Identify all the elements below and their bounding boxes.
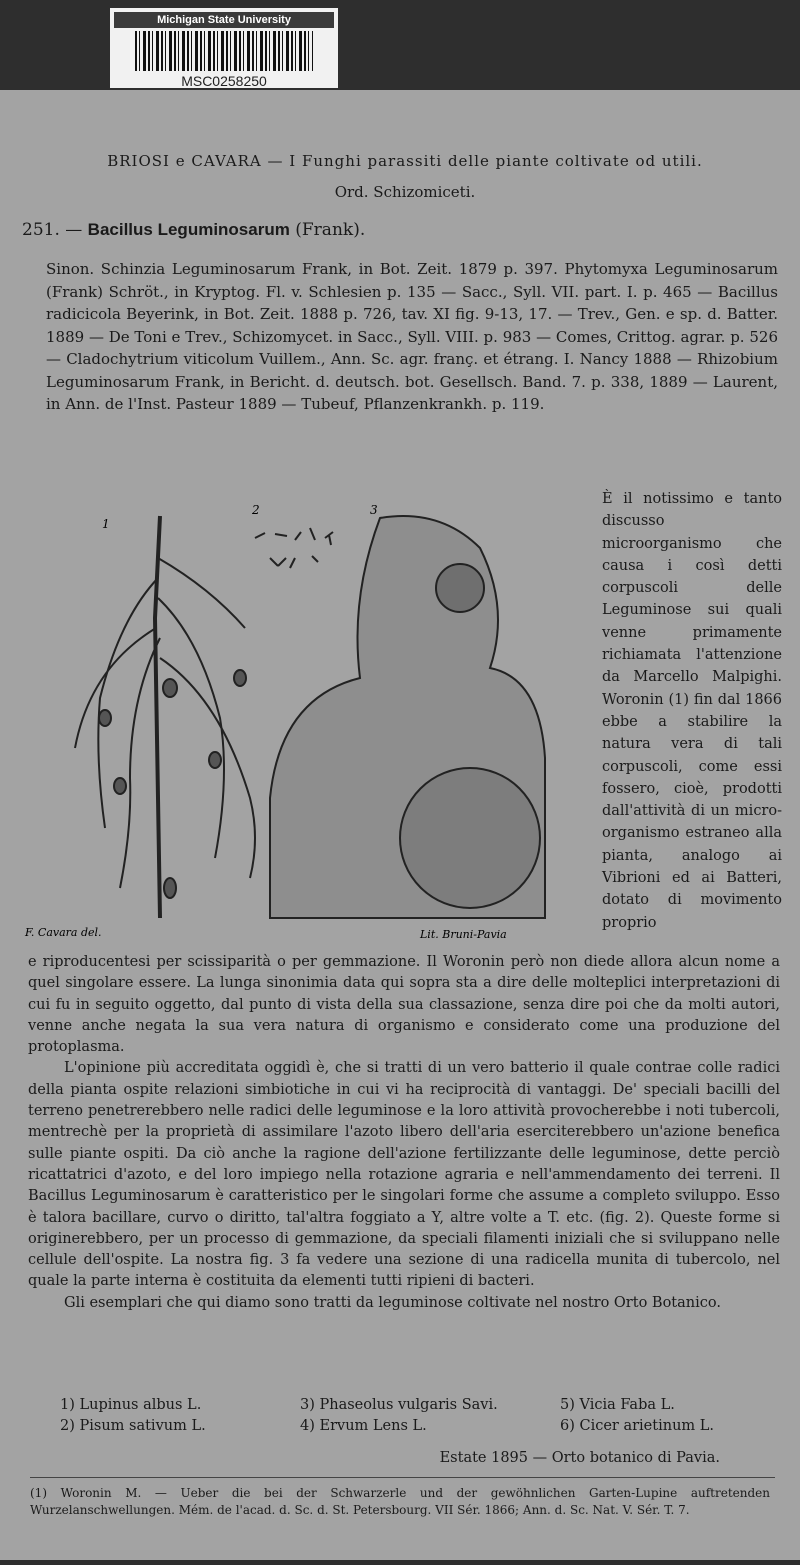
side-paragraph: È il notissimo e tanto discusso microorganismo che causa i così detti corpuscoli delle Leguminose sui quali venne primamente richiamata l'attenzione da Marcello Malpighi. Woronin (1) fin dal 1866 ebbe a stabilire la natura vera di tali corpuscoli, come essi fossero, cioè, prodotti dall'attività di un micro-organismo estraneo alla pianta, analogo ai Vibrioni ed ai Batteri, dotato di movimento proprio	[602, 491, 782, 931]
institution-name: Michigan State University	[114, 12, 334, 28]
order-line: Ord. Schizomiceti.	[334, 183, 476, 201]
list-item: 3) Phaseolus vulgaris Savi.	[300, 1397, 498, 1413]
synonymy-paragraph: Sinon. Schinzia Leguminosarum Frank, in Bot. Zeit. 1879 p. 397. Phytomyxa Leguminosarum (Frank) Schröt., in Kryptog. Fl. v. Schlesien p. 135 — Sacc., Syll. VII. part. I. p. 465 — Bacillus radicicola Beyerink, in Bot. Zeit. 1888 p. 726, tav. XI fig. 9-13, 17. — Trev., Gen. e sp. d. Batter. 1889 — De Toni e Trev., Schizomycet. in Sacc., Syll. VIII. p. 983 — Comes, Crittog. agrar. p. 526 — Cladochytrium viticolum Vuillem., Ann. Sc. agr. franç. et étrang. I. Nancy 1888 — Rhizobium Leguminosarum Frank, in Bericht. d. deutsch. bot. Gesellsch. Band. 7. p. 338, 1889 — Laurent, in Ann. de l'Inst. Pasteur 1889 — Tubeuf, Pflanzenkrankh. p. 119.	[46, 260, 778, 413]
barcode	[135, 31, 313, 71]
specimen-code: MSC0258250	[181, 73, 267, 89]
list-item: 1) Lupinus albus L.	[60, 1397, 202, 1413]
main-text	[28, 952, 780, 1314]
divider	[30, 1477, 775, 1478]
bacteria-drawing	[255, 528, 333, 568]
footnote: (1) Woronin M. — Ueber die bei der Schwarzerle und der gewöhnlichen Garten-Lupine auftretenden Wurzelanschwellungen. Mém. de l'acad. d. Sc. d. St. Petersbourg. VII Sér. 1866; Ann. d. Sc. Nat. V. Sér. T. 7.	[30, 1486, 770, 1517]
plate-figure	[20, 498, 600, 942]
list-item: 2) Pisum sativum L.	[60, 1418, 206, 1434]
fig-number-1: 1	[102, 517, 110, 531]
list-item: 6) Cicer arietinum L.	[560, 1418, 714, 1434]
species-name: Bacillus Leguminosarum	[87, 220, 290, 239]
specimen-label	[110, 8, 338, 88]
root-drawing	[75, 516, 255, 918]
paragraph: e riproducentesi per scissiparità o per gemmazione. Il Woronin però non diede allora alcun nome a quel singolare essere. La lunga sinonimia data qui sopra sta a dire delle molteplici interpretazioni di cui fu in seguito oggetto, dal punto di vista della sua classazione, senza dire poi che da molti autori, venne anche negata la sua vera natura di organismo e considerato come una produzione del protoplasma.	[28, 954, 780, 1056]
species-author: (Frank).	[295, 220, 366, 240]
paragraph: L'opinione più accreditata oggidì è, che si tratti di un vero batterio il quale contrae colle radici della pianta ospite relazioni simbiotiche in cui vi ha reciprocità di vantaggi. De' speciali bacilli del terreno penetrerebbero nelle radici delle leguminose e la loro attività provocherebbe i noti tubercoli, mentrechè per la proprietà di assimilare l'azoto libero dell'aria eserciterebbero un'azione benefica sulle piante ospiti. Da ciò anche la ragione dell'azione fertilizzante delle leguminose, dette perciò ricattatrici d'azoto, e del loro impiego nella rotazione agraria e nell'ammendamento dei terreni. Il Bacillus Leguminosarum è caratteristico per le singolari forme che assume a completo sviluppo. Esso è talora bacillare, curvo o diritto, tal'altra foggiato a Y, altre volte a T. etc. (fig. 2). Queste forme si originerebbero, per un processo di gemmazione, da speciali filamenti iniziali che si sviluppano nelle cellule dell'ospite. La nostra fig. 3 fa vedere una sezione di una radicella munita di tubercolo, nel quale la parte interna è costituita da elementi tutti ripieni di bacteri.	[28, 1060, 780, 1290]
fig-number-3: 3	[370, 503, 378, 517]
collection-date: Estate 1895 — Orto botanico di Pavia.	[439, 1450, 720, 1466]
list-item: 5) Vicia Faba L.	[560, 1397, 675, 1413]
species-title	[22, 220, 772, 240]
fig-number-2: 2	[252, 503, 260, 517]
signature-lithographer: Lit. Bruni-Pavia	[420, 928, 507, 941]
list-item: 4) Ervum Lens L.	[300, 1418, 427, 1434]
species-number: 251. —	[22, 220, 83, 240]
herbarium-sheet	[0, 90, 800, 1560]
tubercle-section-drawing	[270, 516, 545, 918]
signature-artist: F. Cavara del.	[25, 926, 102, 939]
paragraph: Gli esemplari che qui diamo sono tratti da leguminose coltivate nel nostro Orto Botanico.	[64, 1294, 721, 1311]
series-header: BRIOSI e CAVARA — I Funghi parassiti delle piante coltivate od utili.	[107, 152, 703, 170]
